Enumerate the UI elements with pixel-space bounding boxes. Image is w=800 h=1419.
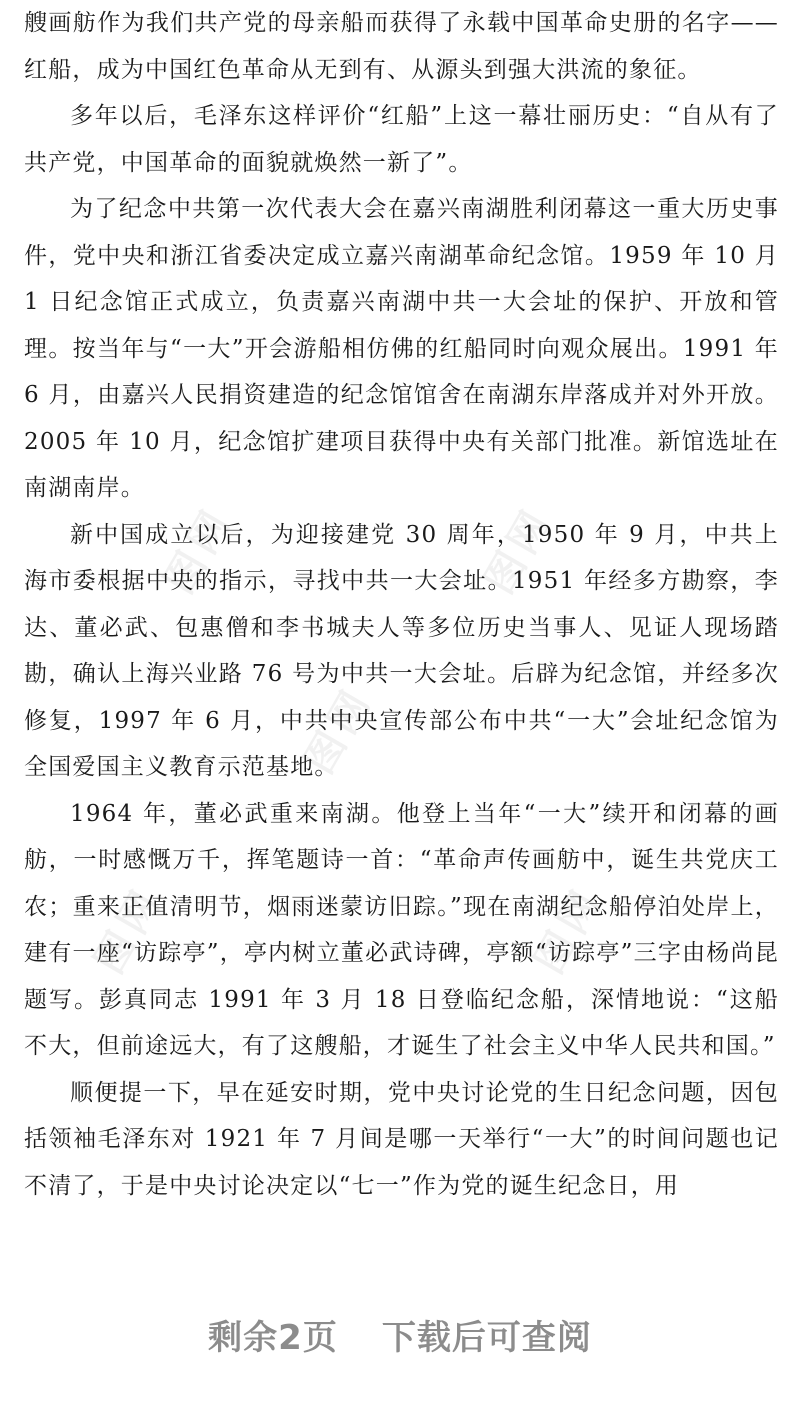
watermark: 图网 <box>156 498 242 602</box>
download-prompt-footer[interactable] <box>0 1310 800 1370</box>
watermark: 图网 <box>86 878 172 982</box>
paragraph: 新中国成立以后，为迎接建党 30 周年，1950 年 9 月，中共上海市委根据中央的指示，寻找中共一大会址。1951 年经多方勘察，李达、董必武、包惠僧和李书城夫人等多位历史当事人、见证人现场踏勘，确认上海兴业路 76 号为中共一大会址。后辟为纪念馆，并经多次修复，1997 年 6 月，中共中央宣传部公布中共“一大”会址纪念馆为全国爱国主义教育示范基地。 <box>24 521 779 780</box>
download-prompt-text: 下载后可查阅 <box>381 1318 592 1358</box>
paragraph: 顺便提一下，早在延安时期，党中央讨论党的生日纪念问题，因包括领袖毛泽东对 1921 年 7 月间是哪一天举行“一大”的时间问题也记不清了，于是中央讨论决定以“七一”作为党的诞生纪念日，用 <box>24 1079 779 1199</box>
paragraph: 为了纪念中共第一次代表大会在嘉兴南湖胜利闭幕这一重大历史事件，党中央和浙江省委决定成立嘉兴南湖革命纪念馆。1959 年 10 月 1 日纪念馆正式成立，负责嘉兴南湖中共一大会址的保护、开放和管理。按当年与“一大”开会游船相仿佛的红船同时向观众展出。1991 年 6 月，由嘉兴人民捐资建造的纪念馆馆舍在南湖东岸落成并对外开放。2005 年 10 月，纪念馆扩建项目获得中央有关部门批准。新馆选址在南湖南岸。 <box>24 196 779 501</box>
document-body <box>24 0 779 1209</box>
watermark: 图网 <box>296 678 382 782</box>
watermark: 图网 <box>526 878 612 982</box>
watermark: 图网 <box>476 498 562 602</box>
paragraph: 1964 年，董必武重来南湖。他登上当年“一大”续开和闭幕的画舫，一时感慨万千，挥笔题诗一首：“革命声传画舫中，诞生共党庆工农；重来正值清明节，烟雨迷蒙访旧踪。”现在南湖纪念船停泊处岸上，建有一座“访踪亭”，亭内树立董必武诗碑，亭额“访踪亭”三字由杨尚昆题写。彭真同志 1991 年 3 月 18 日登临纪念船，深情地说：“这船不大，但前途远大，有了这艘船，才诞生了社会主义中华人民共和国。” <box>24 800 779 1059</box>
remaining-pages-text: 剩余2页 <box>208 1318 338 1358</box>
paragraph: 多年以后，毛泽东这样评价“红船”上这一幕壮丽历史：“自从有了共产党，中国革命的面貌就焕然一新了”。 <box>24 103 779 176</box>
paragraph: 艘画舫作为我们共产党的母亲船而获得了永载中国革命史册的名字——红船，成为中国红色革命从无到有、从源头到强大洪流的象征。 <box>24 10 779 83</box>
